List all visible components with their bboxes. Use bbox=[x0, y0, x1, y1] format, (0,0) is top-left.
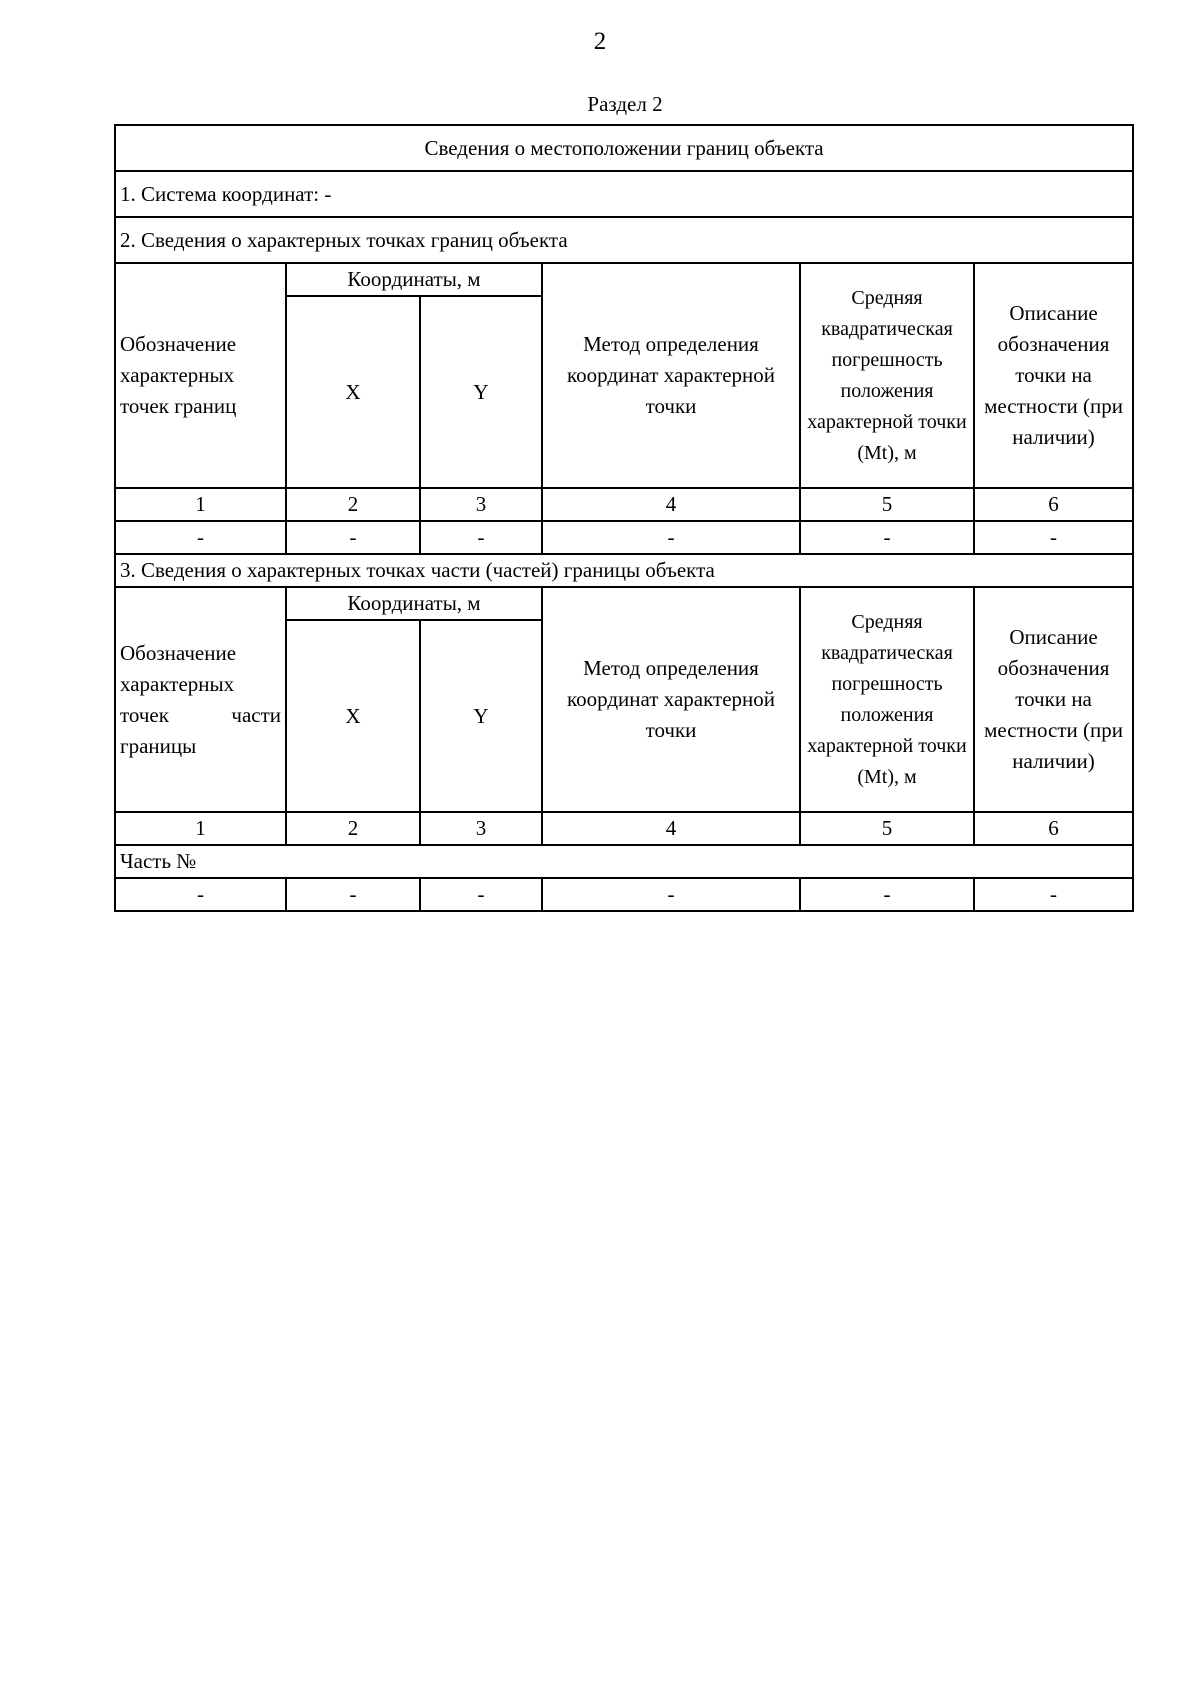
header-x: X bbox=[286, 296, 420, 488]
section2-title: 2. Сведения о характерных точках границ объекта bbox=[115, 217, 1133, 263]
table-title: Сведения о местоположении границ объекта bbox=[115, 125, 1133, 171]
header-mt-error: Средняя квадратическая погрешность положения характерной точки (Mt), м bbox=[800, 263, 974, 488]
header-x: X bbox=[286, 620, 420, 812]
header-designation-part bbox=[115, 587, 286, 812]
column-number: 2 bbox=[286, 488, 420, 521]
table-cell: - bbox=[286, 521, 420, 554]
coordinate-system: 1. Система координат: - bbox=[115, 171, 1133, 217]
page-number: 2 bbox=[593, 28, 607, 55]
header-method: Метод определения координат характерной точки bbox=[542, 587, 800, 812]
header-coordinates: Координаты, м bbox=[286, 587, 542, 620]
table-cell: - bbox=[542, 521, 800, 554]
section-title: Раздел 2 bbox=[587, 92, 663, 116]
table-cell: - bbox=[115, 878, 286, 911]
column-number: 2 bbox=[286, 812, 420, 845]
column-number: 3 bbox=[420, 488, 542, 521]
header-designation: Обозначение характерных точек границ bbox=[115, 263, 286, 488]
table-cell: - bbox=[974, 878, 1133, 911]
header-y: Y bbox=[420, 620, 542, 812]
column-number: 3 bbox=[420, 812, 542, 845]
table-cell: - bbox=[800, 878, 974, 911]
header-description: Описание обозначения точки на местности (при наличии) bbox=[974, 587, 1133, 812]
column-number: 5 bbox=[800, 488, 974, 521]
table-cell: - bbox=[420, 878, 542, 911]
table-cell: - bbox=[974, 521, 1133, 554]
part-label: Часть № bbox=[115, 845, 1133, 878]
table-cell: - bbox=[542, 878, 800, 911]
header-designation-part-line: Обозначение bbox=[120, 640, 237, 665]
boundary-table bbox=[114, 124, 1134, 912]
header-designation-part-line: границы bbox=[120, 733, 197, 758]
column-number: 5 bbox=[800, 812, 974, 845]
column-number: 1 bbox=[115, 812, 286, 845]
column-number: 4 bbox=[542, 812, 800, 845]
header-designation-part-line: характерных bbox=[120, 671, 235, 696]
table-cell: - bbox=[420, 521, 542, 554]
table-cell: - bbox=[115, 521, 286, 554]
column-number: 6 bbox=[974, 488, 1133, 521]
table-cell: - bbox=[800, 521, 974, 554]
column-number: 6 bbox=[974, 812, 1133, 845]
table-cell: - bbox=[286, 878, 420, 911]
header-designation-part-line: точек части bbox=[120, 702, 281, 727]
column-number: 1 bbox=[115, 488, 286, 521]
header-mt-error: Средняя квадратическая погрешность положения характерной точки (Mt), м bbox=[800, 587, 974, 812]
section3-title: 3. Сведения о характерных точках части (частей) границы объекта bbox=[115, 554, 1133, 587]
header-coordinates: Координаты, м bbox=[286, 263, 542, 296]
header-description: Описание обозначения точки на местности (при наличии) bbox=[974, 263, 1133, 488]
header-y: Y bbox=[420, 296, 542, 488]
column-number: 4 bbox=[542, 488, 800, 521]
header-method: Метод определения координат характерной точки bbox=[542, 263, 800, 488]
